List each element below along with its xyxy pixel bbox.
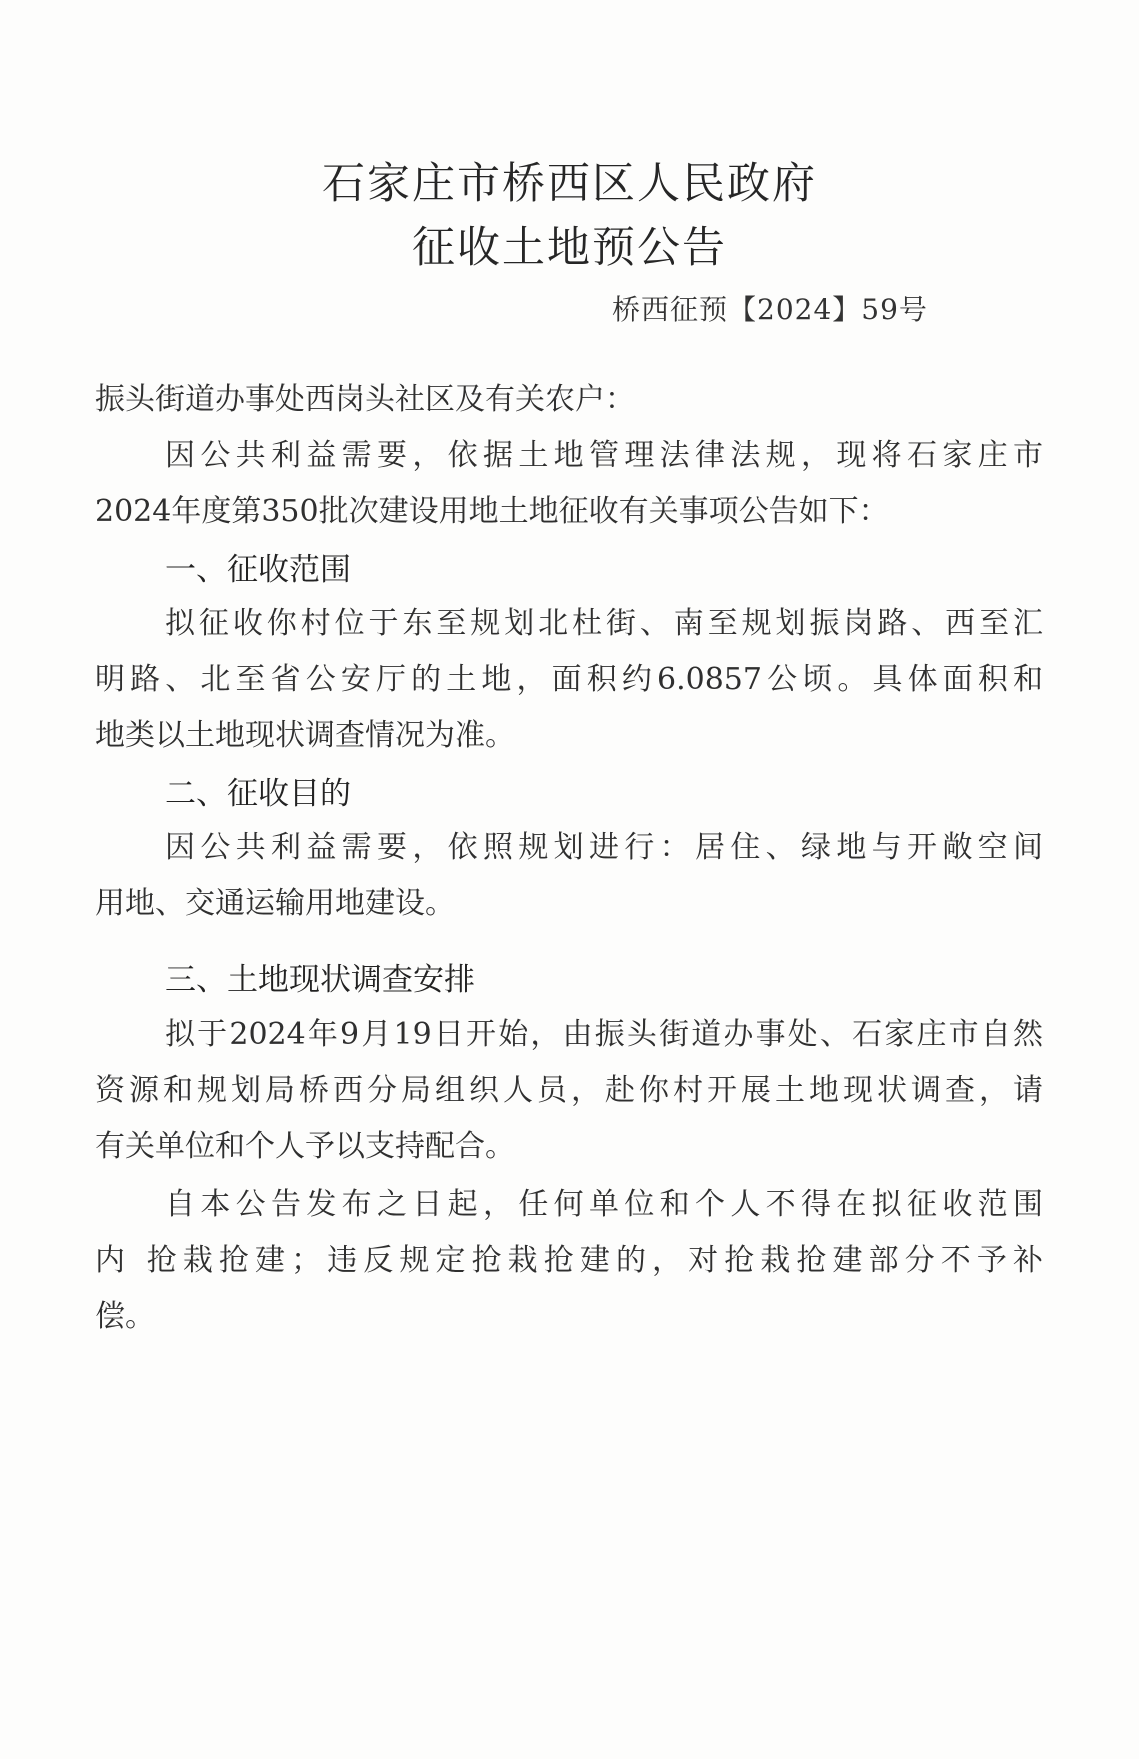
intro-line: 因公共利益需要，依据土地管理法律法规，现将石家庄市 [165, 438, 1043, 473]
intro-line: 2024年度第350批次建设用地土地征收有关事项公告如下： [95, 494, 889, 529]
section-heading-survey: 三、土地现状调查安排 [165, 962, 475, 998]
closing-line: 偿。 [95, 1299, 155, 1334]
document-title: 石家庄市桥西区人民政府 [322, 159, 817, 209]
section-line: 用地、交通运输用地建设。 [95, 886, 455, 921]
section-line: 资源和规划局桥西分局组织人员，赴你村开展土地现状调查，请 [95, 1073, 1043, 1108]
section-heading-scope: 一、征收范围 [165, 552, 351, 588]
section-line: 拟于2024年9月19日开始，由振头街道办事处、石家庄市自然 [165, 1017, 1043, 1052]
section-line: 明路、北至省公安厅的土地，面积约6.0857公顷。具体面积和 [95, 662, 1043, 697]
section-heading-purpose: 二、征收目的 [165, 776, 351, 812]
closing-line: 内 抢栽抢建；违反规定抢栽抢建的，对抢栽抢建部分不予补 [95, 1243, 1043, 1278]
section-line: 拟征收你村位于东至规划北杜街、南至规划振岗路、西至汇 [165, 606, 1043, 641]
document-number: 桥西征预【2024】59号 [612, 293, 928, 326]
document-subtitle: 征收土地预公告 [412, 223, 727, 273]
section-line: 有关单位和个人予以支持配合。 [95, 1129, 515, 1164]
addressee: 振头街道办事处西岗头社区及有关农户： [95, 382, 635, 417]
closing-line: 自本公告发布之日起，任何单位和个人不得在拟征收范围 [165, 1187, 1043, 1222]
section-line: 地类以土地现状调查情况为准。 [95, 718, 515, 753]
section-line: 因公共利益需要，依照规划进行：居住、绿地与开敞空间 [165, 830, 1043, 865]
